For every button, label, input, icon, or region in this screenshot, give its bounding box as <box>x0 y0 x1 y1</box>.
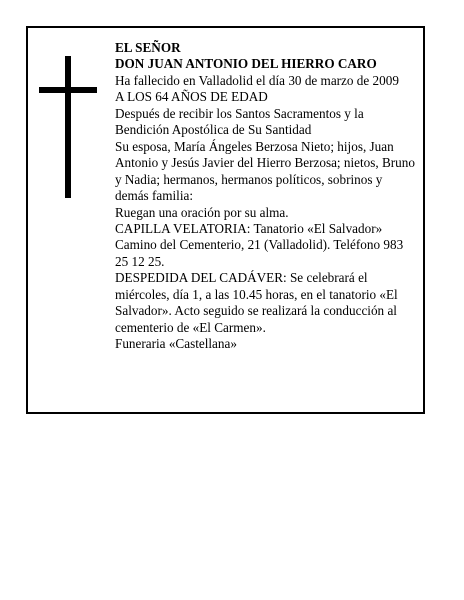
age-line: A LOS 64 AÑOS DE EDAD <box>115 89 268 105</box>
deceased-name: DON JUAN ANTONIO DEL HIERRO CARO <box>115 56 377 72</box>
cross-horizontal-bar <box>39 87 97 93</box>
notice-title: EL SEÑOR <box>115 40 181 55</box>
obituary-notice <box>26 26 425 414</box>
cross-icon <box>39 56 97 198</box>
cross-vertical-bar <box>65 56 71 198</box>
funeral-info: DESPEDIDA DEL CADÁVER: Se celebrará el miércoles, día 1, a las 10.45 horas, en el tanatorio «El Salvador». Acto seguido se realizará la conducción al cementerio de «El Carmen». <box>115 270 398 335</box>
obituary-text <box>115 40 415 353</box>
funeral-home: Funeraria «Castellana» <box>115 336 237 352</box>
chapel-info: CAPILLA VELATORIA: Tanatorio «El Salvador» Camino del Cementerio, 21 (Valladolid). Teléfono 983 25 12 25. <box>115 220 404 269</box>
prayer-line: Ruegan una oración por su alma. <box>115 204 289 220</box>
sacraments-line: Después de recibir los Santos Sacramentos y la Bendición Apostólica de Su Santidad <box>115 105 364 138</box>
death-announcement: Ha fallecido en Valladolid el día 30 de marzo de 2009 <box>115 72 399 88</box>
family-line: Su esposa, María Ángeles Berzosa Nieto; hijos, Juan Antonio y Jesús Javier del Hierro Berzosa; nietos, Bruno y Nadia; hermanos, hermanos políticos, sobrinos y demás familia: <box>115 138 415 204</box>
